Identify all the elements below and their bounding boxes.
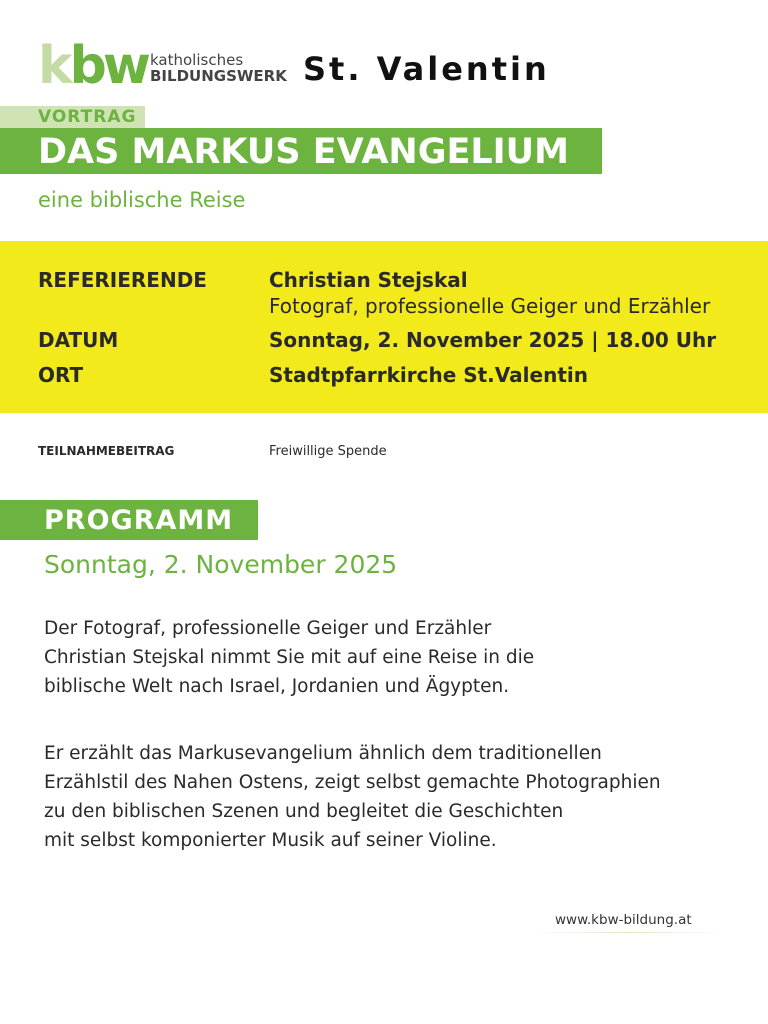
program-paragraph-1 [44,614,534,701]
fee-value: Freiwillige Spende [269,444,387,459]
kbw-logo-mark [38,36,147,96]
logo-line-bildungswerk: BILDUNGSWERK [150,67,287,85]
logo-line-katholisches: katholisches [150,51,244,69]
speaker-label: REFERIERENDE [38,268,207,292]
date-value: Sonntag, 2. November 2025 | 18.00 Uhr [269,328,717,352]
place-label: ORT [38,363,84,387]
logo-wordmark [150,52,287,84]
program-date: Sonntag, 2. November 2025 [44,550,398,579]
paragraph-line: zu den biblischen Szenen und begleitet die Geschichten [44,801,564,822]
event-title: DAS MARKUS EVANGELIUM [38,132,569,172]
paragraph-line: Er erzählt das Markusevangelium ähnlich dem traditionellen [44,743,602,764]
speaker-role: Fotograf, professionelle Geiger und Erzähler [269,294,711,318]
website-underline [528,932,728,933]
parish-name: St. Valentin [303,50,550,88]
event-subtitle: eine biblische Reise [38,188,246,212]
place-value: Stadtpfarrkirche St.Valentin [269,363,588,387]
program-paragraph-2 [44,739,661,855]
speaker-name: Christian Stejskal [269,268,468,292]
paragraph-line: Erzählstil des Nahen Ostens, zeigt selbst gemachte Photographien [44,772,661,793]
category-label: VORTRAG [38,107,137,127]
program-title: PROGRAMM [44,505,234,536]
paragraph-line: biblische Welt nach Israel, Jordanien und Ägypten. [44,676,510,697]
paragraph-line: Der Fotograf, professionelle Geiger und Erzähler [44,618,492,639]
fee-label: TEILNAHMEBEITRAG [38,444,175,458]
website-link[interactable]: www.kbw-bildung.at [555,912,692,928]
paragraph-line: mit selbst komponierter Musik auf seiner Violine. [44,830,497,851]
logo-k-letter: k [38,36,70,96]
date-label: DATUM [38,328,119,352]
logo-bw-letters: bw [69,36,147,96]
paragraph-line: Christian Stejskal nimmt Sie mit auf eine Reise in die [44,647,535,668]
